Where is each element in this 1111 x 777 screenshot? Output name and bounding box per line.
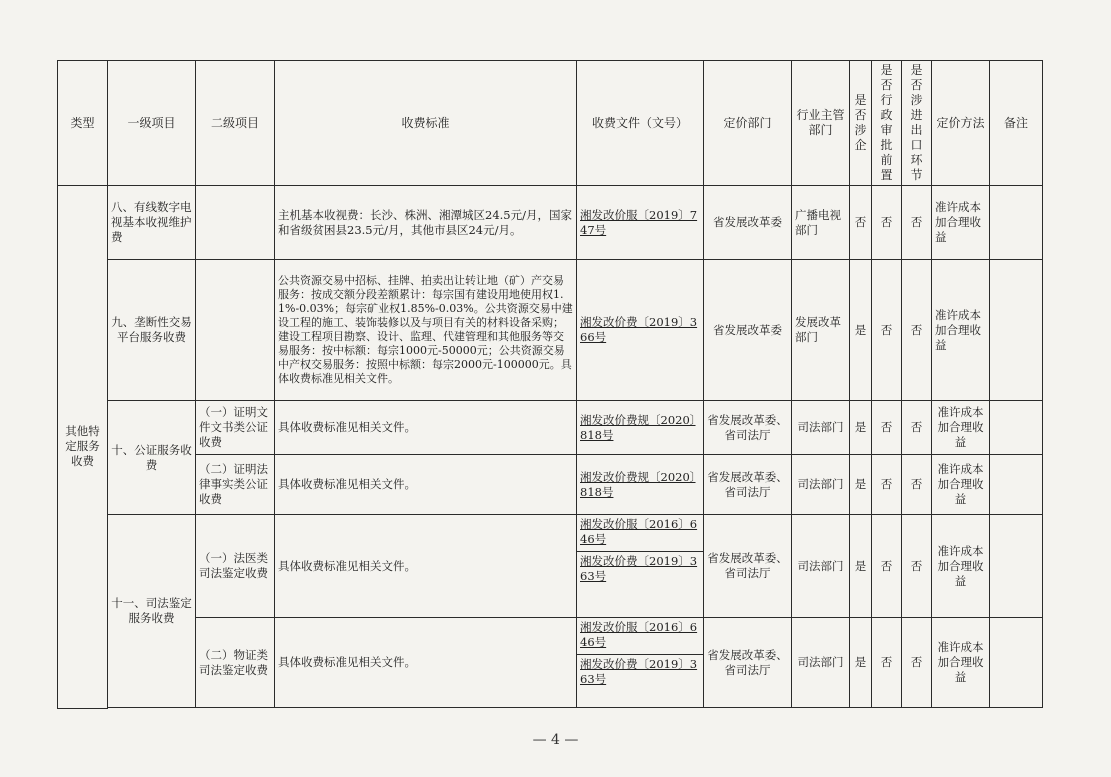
document-link[interactable]: 湘发改价费规〔2020〕818号 bbox=[577, 401, 704, 455]
industry-dept-cell: 发展改革部门 bbox=[792, 260, 850, 401]
document-link[interactable]: 湘发改价费〔2019〕363号 bbox=[580, 554, 698, 583]
table-row bbox=[58, 515, 1043, 618]
level1-cell: 八、有线数字电视基本收视维护费 bbox=[108, 186, 196, 260]
pre-approval-cell: 否 bbox=[872, 401, 902, 455]
standard-cell: 主机基本收视费：长沙、株洲、湘潭城区24.5元/月，国家和省级贫困县23.5元/月，其他市县区24元/月。 bbox=[275, 186, 577, 260]
header-standard: 收费标准 bbox=[275, 61, 577, 186]
document-link[interactable]: 湘发改价服〔2019〕747号 bbox=[577, 186, 704, 260]
method-cell: 准许成本加合理收益 bbox=[932, 186, 990, 260]
fee-table bbox=[57, 60, 1043, 709]
industry-dept-cell: 司法部门 bbox=[792, 455, 850, 515]
enterprise-cell: 否 bbox=[850, 186, 872, 260]
document-link[interactable]: 湘发改价服〔2016〕646号 bbox=[577, 515, 703, 552]
industry-dept-cell: 司法部门 bbox=[792, 618, 850, 708]
header-pricing-dept: 定价部门 bbox=[704, 61, 792, 186]
document-link[interactable]: 湘发改价费〔2019〕366号 bbox=[577, 260, 704, 401]
method-cell: 准许成本加合理收益 bbox=[932, 515, 990, 618]
table-row bbox=[58, 455, 1043, 515]
method-cell: 准许成本加合理收益 bbox=[932, 260, 990, 401]
standard-cell: 具体收费标准见相关文件。 bbox=[275, 618, 577, 708]
level2-cell: （一）法医类司法鉴定收费 bbox=[196, 515, 275, 618]
document-stack bbox=[577, 515, 704, 618]
standard-cell: 具体收费标准见相关文件。 bbox=[275, 401, 577, 455]
pricing-dept-cell: 省发展改革委 bbox=[704, 186, 792, 260]
standard-cell: 具体收费标准见相关文件。 bbox=[275, 515, 577, 618]
notes-cell bbox=[990, 260, 1043, 401]
table-row bbox=[58, 260, 1043, 401]
header-notes: 备注 bbox=[990, 61, 1043, 186]
notes-cell bbox=[990, 186, 1043, 260]
import-export-cell: 否 bbox=[902, 401, 932, 455]
method-cell: 准许成本加合理收益 bbox=[932, 618, 990, 708]
notes-cell bbox=[990, 618, 1043, 708]
import-export-cell: 否 bbox=[902, 260, 932, 401]
header-method: 定价方法 bbox=[932, 61, 990, 186]
pricing-dept-cell: 省发展改革委、省司法厅 bbox=[704, 515, 792, 618]
spacer-row bbox=[58, 708, 1043, 709]
notes-cell bbox=[990, 401, 1043, 455]
table-row bbox=[58, 618, 1043, 708]
document-link[interactable]: 湘发改价费规〔2020〕818号 bbox=[577, 455, 704, 515]
industry-dept-cell: 广播电视部门 bbox=[792, 186, 850, 260]
header-row bbox=[58, 61, 1043, 186]
document-link[interactable]: 湘发改价服〔2016〕646号 bbox=[577, 618, 703, 655]
pre-approval-cell: 否 bbox=[872, 515, 902, 618]
level1-cell: 十一、司法鉴定服务收费 bbox=[108, 515, 196, 708]
pre-approval-cell: 否 bbox=[872, 618, 902, 708]
enterprise-cell: 是 bbox=[850, 260, 872, 401]
enterprise-cell: 是 bbox=[850, 515, 872, 618]
pre-approval-cell: 否 bbox=[872, 186, 902, 260]
header-type: 类型 bbox=[58, 61, 108, 186]
document-stack bbox=[577, 618, 704, 708]
page-number: — 4 — bbox=[532, 732, 579, 748]
enterprise-cell: 是 bbox=[850, 401, 872, 455]
import-export-cell: 否 bbox=[902, 515, 932, 618]
enterprise-cell: 是 bbox=[850, 618, 872, 708]
level2-cell: （一）证明文件文书类公证收费 bbox=[196, 401, 275, 455]
pricing-dept-cell: 省发展改革委、省司法厅 bbox=[704, 455, 792, 515]
level2-cell bbox=[196, 260, 275, 401]
pre-approval-cell: 否 bbox=[872, 260, 902, 401]
import-export-cell: 否 bbox=[902, 455, 932, 515]
header-document: 收费文件（文号） bbox=[577, 61, 704, 186]
level2-cell: （二）物证类司法鉴定收费 bbox=[196, 618, 275, 708]
industry-dept-cell: 司法部门 bbox=[792, 515, 850, 618]
industry-dept-cell: 司法部门 bbox=[792, 401, 850, 455]
pre-approval-cell: 否 bbox=[872, 455, 902, 515]
method-cell: 准许成本加合理收益 bbox=[932, 455, 990, 515]
import-export-cell: 否 bbox=[902, 186, 932, 260]
notes-cell bbox=[990, 455, 1043, 515]
level2-cell: （二）证明法律事实类公证收费 bbox=[196, 455, 275, 515]
category-cell: 其他特定服务收费 bbox=[58, 186, 108, 709]
header-level2: 二级项目 bbox=[196, 61, 275, 186]
document-link[interactable]: 湘发改价费〔2019〕363号 bbox=[580, 657, 698, 686]
enterprise-cell: 是 bbox=[850, 455, 872, 515]
header-import-export: 是否涉进出口环节 bbox=[902, 61, 932, 186]
table-row bbox=[58, 186, 1043, 260]
spacer-cell bbox=[108, 708, 1043, 709]
pricing-dept-cell: 省发展改革委、省司法厅 bbox=[704, 618, 792, 708]
level2-cell bbox=[196, 186, 275, 260]
method-cell: 准许成本加合理收益 bbox=[932, 401, 990, 455]
pricing-dept-cell: 省发展改革委 bbox=[704, 260, 792, 401]
standard-cell: 具体收费标准见相关文件。 bbox=[275, 455, 577, 515]
header-enterprise: 是否涉企 bbox=[850, 61, 872, 186]
header-level1: 一级项目 bbox=[108, 61, 196, 186]
standard-cell: 公共资源交易中招标、挂牌、拍卖出让转让地（矿）产交易服务：按成交额分段差额累计：每宗国有建设用地使用权1.1%-0.03%；每宗矿业权1.85%-0.03%。公共资源交易中建设工程的施工、装饰装修以及与项目有关的材料设备采购；建设工程项目勘察、设计、监理、代建管理和其他服务等交易服务：按中标额：每宗1000元-50000元；公共资源交易中产权交易服务：按照中标额：每宗2000元-100000元。具体收费标准见相关文件。 bbox=[275, 260, 577, 401]
header-pre-approval: 是否行政审批前置 bbox=[872, 61, 902, 186]
import-export-cell: 否 bbox=[902, 618, 932, 708]
header-industry-dept: 行业主管部门 bbox=[792, 61, 850, 186]
level1-cell: 九、垄断性交易平台服务收费 bbox=[108, 260, 196, 401]
level1-cell: 十、公证服务收费 bbox=[108, 401, 196, 515]
table-row bbox=[58, 401, 1043, 455]
pricing-dept-cell: 省发展改革委、省司法厅 bbox=[704, 401, 792, 455]
notes-cell bbox=[990, 515, 1043, 618]
